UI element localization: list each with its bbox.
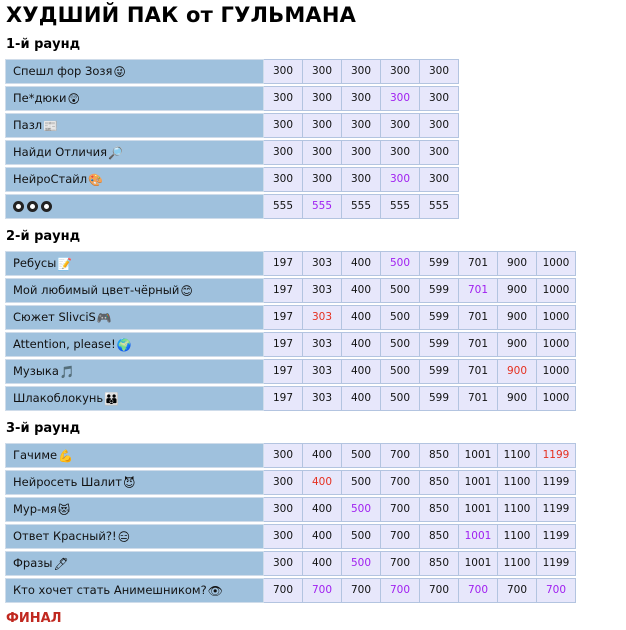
question-cell[interactable]: 400 (303, 443, 342, 468)
question-cell[interactable]: 599 (420, 332, 459, 357)
question-cell[interactable]: 900 (498, 305, 537, 330)
question-cell[interactable]: 1199 (537, 443, 576, 468)
question-cell[interactable]: 197 (264, 251, 303, 276)
round-heading-2: 2-й раунд (6, 229, 81, 244)
question-cell[interactable]: 300 (420, 113, 459, 138)
question-cell[interactable]: 300 (420, 86, 459, 111)
question-cell[interactable]: 303 (303, 278, 342, 303)
category-row (5, 524, 576, 549)
question-cell[interactable]: 500 (381, 332, 420, 357)
question-cell[interactable]: 400 (342, 305, 381, 330)
question-cell[interactable]: 700 (381, 470, 420, 495)
question-cell[interactable]: 300 (420, 59, 459, 84)
question-cell[interactable]: 197 (264, 359, 303, 384)
question-cell[interactable]: 700 (381, 443, 420, 468)
category-name[interactable] (5, 113, 264, 138)
category-row (5, 167, 459, 192)
eye-icon: 👁 (207, 583, 223, 598)
question-cell[interactable]: 700 (420, 578, 459, 603)
question-cell[interactable]: 300 (264, 470, 303, 495)
question-cell[interactable]: 700 (381, 551, 420, 576)
question-cell[interactable]: 400 (303, 470, 342, 495)
muscle-icon: 💪 (58, 448, 74, 463)
category-name[interactable] (5, 332, 264, 357)
cat-face-icon: 😻 (57, 502, 71, 517)
category-label: Пе*дюки (13, 91, 67, 105)
question-cell[interactable]: 599 (420, 251, 459, 276)
question-cell[interactable]: 850 (420, 497, 459, 522)
question-cell[interactable]: 701 (459, 251, 498, 276)
question-cell[interactable]: 700 (537, 578, 576, 603)
question-cell[interactable]: 300 (264, 551, 303, 576)
question-cell[interactable]: 300 (264, 59, 303, 84)
question-cell[interactable]: 1199 (537, 551, 576, 576)
question-cell[interactable]: 850 (420, 551, 459, 576)
question-cell[interactable]: 500 (381, 251, 420, 276)
category-label: Ответ Красный?! (13, 529, 117, 543)
globe-icon: 🌍 (116, 337, 132, 352)
question-cell[interactable]: 700 (381, 524, 420, 549)
question-cell[interactable]: 900 (498, 359, 537, 384)
family-icon: 👪 (104, 391, 120, 406)
question-cell[interactable]: 1199 (537, 524, 576, 549)
question-cell[interactable]: 500 (342, 443, 381, 468)
category-name[interactable] (5, 551, 264, 576)
category-row (5, 386, 576, 411)
question-cell[interactable]: 197 (264, 278, 303, 303)
question-cell[interactable]: 300 (342, 113, 381, 138)
question-cell[interactable]: 700 (303, 578, 342, 603)
category-row (5, 305, 576, 330)
category-name[interactable] (5, 194, 264, 219)
question-cell[interactable]: 1000 (537, 251, 576, 276)
category-row (5, 59, 459, 84)
question-cell[interactable]: 300 (264, 86, 303, 111)
game-icon: 🎮 (96, 310, 112, 325)
question-cell[interactable]: 500 (342, 524, 381, 549)
blank-face-icon: 😑 (117, 529, 131, 544)
question-cell[interactable]: 1001 (459, 497, 498, 522)
question-cell[interactable]: 300 (342, 167, 381, 192)
magnifier-icon: 🔎 (108, 145, 123, 160)
category-label: Шлакоблокунь (13, 391, 104, 405)
question-cell[interactable]: 701 (459, 305, 498, 330)
question-cell[interactable]: 300 (342, 59, 381, 84)
question-cell[interactable]: 850 (420, 470, 459, 495)
question-cell[interactable]: 300 (420, 140, 459, 165)
question-cell[interactable]: 303 (303, 251, 342, 276)
question-cell[interactable]: 1001 (459, 443, 498, 468)
question-cell[interactable]: 500 (381, 305, 420, 330)
question-cell[interactable]: 197 (264, 332, 303, 357)
question-cell[interactable]: 300 (381, 167, 420, 192)
triple-ball-icon (13, 201, 24, 212)
question-cell[interactable]: 500 (342, 551, 381, 576)
question-cell[interactable]: 1100 (498, 443, 537, 468)
question-cell[interactable]: 197 (264, 305, 303, 330)
question-cell[interactable]: 500 (381, 278, 420, 303)
question-cell[interactable]: 1199 (537, 470, 576, 495)
question-cell[interactable]: 700 (381, 578, 420, 603)
category-label: Музыка (13, 364, 59, 378)
question-cell[interactable]: 555 (264, 194, 303, 219)
question-cell[interactable]: 500 (381, 359, 420, 384)
category-label: НейроСтайл (13, 172, 88, 186)
question-cell[interactable]: 1001 (459, 470, 498, 495)
question-cell[interactable]: 300 (381, 140, 420, 165)
question-cell[interactable]: 555 (381, 194, 420, 219)
question-cell[interactable]: 303 (303, 305, 342, 330)
question-cell[interactable]: 700 (342, 578, 381, 603)
category-name[interactable] (5, 251, 264, 276)
category-name[interactable] (5, 59, 264, 84)
category-row (5, 443, 576, 468)
question-cell[interactable]: 700 (498, 578, 537, 603)
category-name[interactable] (5, 524, 264, 549)
category-row (5, 278, 576, 303)
category-row (5, 470, 576, 495)
question-cell[interactable]: 400 (303, 524, 342, 549)
pen-icon: 🖊 (53, 556, 69, 571)
question-cell[interactable]: 300 (264, 167, 303, 192)
question-cell[interactable]: 555 (420, 194, 459, 219)
category-name[interactable] (5, 386, 264, 411)
category-label: Кто хочет стать Анимешником? (13, 583, 207, 597)
question-cell[interactable]: 555 (303, 194, 342, 219)
category-row (5, 332, 576, 357)
question-cell[interactable]: 300 (381, 59, 420, 84)
category-label: Attention, please! (13, 337, 116, 351)
category-row (5, 86, 459, 111)
question-cell[interactable]: 701 (459, 332, 498, 357)
category-name[interactable] (5, 497, 264, 522)
question-cell[interactable]: 850 (420, 443, 459, 468)
music-icon: 🎵 (59, 364, 75, 379)
question-cell[interactable]: 500 (342, 470, 381, 495)
question-cell[interactable]: 400 (303, 551, 342, 576)
question-cell[interactable]: 900 (498, 386, 537, 411)
smiley-icon: 😊 (180, 283, 193, 298)
question-cell[interactable]: 555 (342, 194, 381, 219)
triple-ball-icon (41, 201, 52, 212)
category-name[interactable] (5, 359, 264, 384)
category-row (5, 578, 576, 603)
round-heading-1: 1-й раунд (6, 37, 81, 52)
question-cell[interactable]: 700 (381, 497, 420, 522)
devil-face-icon: 😈 (122, 475, 136, 490)
question-cell[interactable]: 500 (342, 497, 381, 522)
question-cell[interactable]: 599 (420, 305, 459, 330)
question-cell[interactable]: 599 (420, 278, 459, 303)
shocked-face-icon: 😲 (67, 91, 81, 106)
question-cell[interactable]: 1000 (537, 305, 576, 330)
question-cell[interactable]: 1100 (498, 497, 537, 522)
final-round-link[interactable]: ФИНАЛ (6, 611, 62, 626)
question-cell[interactable]: 300 (303, 86, 342, 111)
category-label: Спешл фор Зозя (13, 64, 113, 78)
question-cell[interactable]: 300 (381, 86, 420, 111)
category-label: Мур-мя (13, 502, 57, 516)
category-name[interactable] (5, 167, 264, 192)
question-cell[interactable]: 1001 (459, 524, 498, 549)
question-cell[interactable]: 400 (342, 332, 381, 357)
question-cell[interactable]: 1000 (537, 332, 576, 357)
question-cell[interactable]: 599 (420, 359, 459, 384)
question-cell[interactable]: 701 (459, 386, 498, 411)
question-cell[interactable]: 1000 (537, 386, 576, 411)
category-label: Сюжет SlivciS (13, 310, 96, 324)
category-row (5, 251, 576, 276)
category-row (5, 194, 459, 219)
category-label: Нейросеть Шалит (13, 475, 122, 489)
question-cell[interactable]: 303 (303, 332, 342, 357)
category-name[interactable] (5, 443, 264, 468)
page-title: ХУДШИЙ ПАК от ГУЛЬМАНА (6, 3, 357, 27)
question-cell[interactable]: 300 (303, 59, 342, 84)
question-cell[interactable]: 1000 (537, 359, 576, 384)
puzzle-picture-icon: 📰 (43, 118, 59, 133)
question-cell[interactable]: 900 (498, 332, 537, 357)
question-cell[interactable]: 500 (381, 386, 420, 411)
category-label: Ребусы (13, 256, 57, 270)
category-row (5, 113, 459, 138)
question-cell[interactable]: 300 (342, 140, 381, 165)
question-cell[interactable]: 400 (303, 497, 342, 522)
category-row (5, 140, 459, 165)
question-cell[interactable]: 300 (303, 167, 342, 192)
question-cell[interactable]: 701 (459, 359, 498, 384)
question-cell[interactable]: 599 (420, 386, 459, 411)
question-cell[interactable]: 1000 (537, 278, 576, 303)
category-row (5, 497, 576, 522)
category-row (5, 359, 576, 384)
category-label: Пазл (13, 118, 43, 132)
triple-ball-icon (27, 201, 38, 212)
question-cell[interactable]: 850 (420, 524, 459, 549)
question-cell[interactable]: 300 (303, 113, 342, 138)
category-label: Мой любимый цвет-чёрный (13, 283, 180, 297)
pencil-icon: 📝 (57, 256, 73, 271)
category-name[interactable] (5, 470, 264, 495)
question-cell[interactable]: 300 (264, 443, 303, 468)
category-name[interactable] (5, 578, 264, 603)
question-cell[interactable]: 1001 (459, 551, 498, 576)
question-cell[interactable]: 1199 (537, 497, 576, 522)
category-label: Гачиме (13, 448, 58, 462)
question-cell[interactable]: 300 (381, 113, 420, 138)
question-cell[interactable]: 400 (342, 251, 381, 276)
category-name[interactable] (5, 278, 264, 303)
silly-face-icon: 😜 (113, 64, 126, 79)
round-heading-3: 3-й раунд (6, 421, 81, 436)
question-cell[interactable]: 197 (264, 386, 303, 411)
category-name[interactable] (5, 86, 264, 111)
question-cell[interactable]: 900 (498, 278, 537, 303)
question-cell[interactable]: 1100 (498, 524, 537, 549)
question-cell[interactable]: 300 (303, 140, 342, 165)
question-cell[interactable]: 700 (264, 578, 303, 603)
question-cell[interactable]: 900 (498, 251, 537, 276)
question-cell[interactable]: 300 (264, 524, 303, 549)
question-cell[interactable]: 700 (459, 578, 498, 603)
question-cell[interactable]: 400 (342, 386, 381, 411)
question-cell[interactable]: 300 (264, 497, 303, 522)
category-label: Найди Отличия (13, 145, 108, 159)
category-name[interactable] (5, 140, 264, 165)
question-cell[interactable]: 1100 (498, 551, 537, 576)
question-cell[interactable]: 701 (459, 278, 498, 303)
question-cell[interactable]: 300 (264, 140, 303, 165)
question-cell[interactable]: 303 (303, 386, 342, 411)
question-cell[interactable]: 303 (303, 359, 342, 384)
question-cell[interactable]: 300 (420, 167, 459, 192)
question-cell[interactable]: 400 (342, 359, 381, 384)
style-icon: 🎨 (88, 172, 104, 187)
category-label: Фразы (13, 556, 53, 570)
category-row (5, 551, 576, 576)
question-cell[interactable]: 300 (264, 113, 303, 138)
category-name[interactable] (5, 305, 264, 330)
question-cell[interactable]: 1100 (498, 470, 537, 495)
question-cell[interactable]: 400 (342, 278, 381, 303)
question-cell[interactable]: 300 (342, 86, 381, 111)
